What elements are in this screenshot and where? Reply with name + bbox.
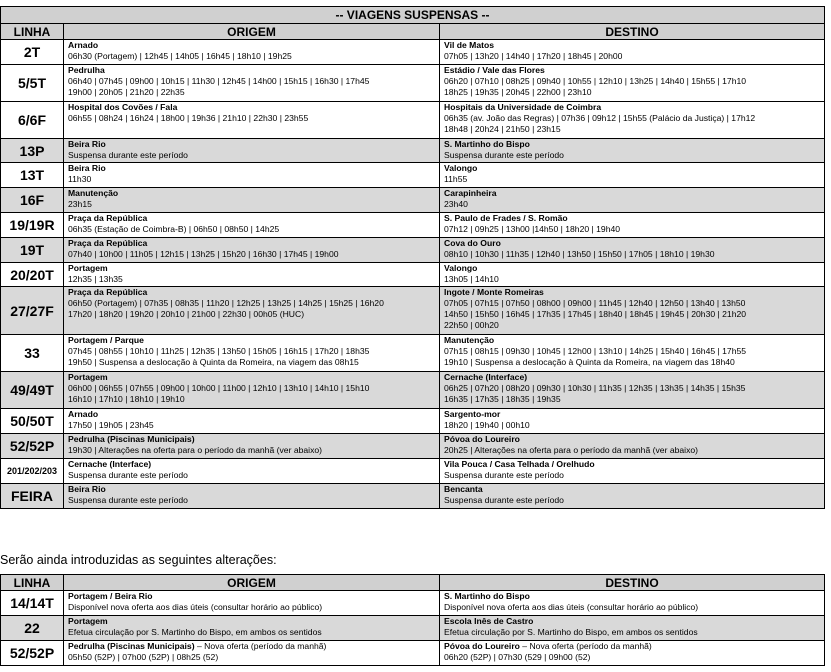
changes-caption: Serão ainda introduzidas as seguintes alterações: bbox=[0, 553, 277, 567]
destination-times: Efetua circulação por S. Martinho do Bispo, em ambos os sentidos bbox=[444, 627, 698, 637]
origin-times: 06h55 | 08h24 | 16h24 | 18h00 | 19h36 | 21h10 | 22h30 | 23h55 bbox=[68, 113, 309, 123]
destination-times: 07h12 | 09h25 | 13h00 |14h50 | 18h20 | 19h40 bbox=[444, 224, 621, 234]
destination-times: 07h05 | 13h20 | 14h40 | 17h20 | 18h45 | 20h00 bbox=[444, 51, 623, 61]
origin-stop bbox=[68, 434, 435, 445]
line-number: 6/6F bbox=[1, 102, 64, 139]
table-row bbox=[1, 409, 825, 434]
origin-cell bbox=[64, 591, 440, 616]
destination-times: Suspensa durante este período bbox=[444, 470, 564, 480]
line-number: 2T bbox=[1, 40, 64, 65]
destination-stop bbox=[444, 372, 820, 383]
changes-table bbox=[0, 574, 825, 666]
origin-times: Efetua circulação por S. Martinho do Bispo, em ambos os sentidos bbox=[68, 627, 322, 637]
destination-stop-name: Hospitais da Universidade de Coimbra bbox=[444, 102, 602, 112]
destination-times: 07h15 | 08h15 | 09h30 | 10h45 | 12h00 | 13h10 | 14h25 | 15h40 | 16h45 | 17h55 bbox=[444, 346, 747, 356]
origin-stop bbox=[68, 616, 435, 627]
destination-stop bbox=[444, 40, 820, 51]
origin-times: Suspensa durante este período bbox=[68, 470, 188, 480]
line-number: 201/202/203 bbox=[1, 459, 64, 484]
destination-cell bbox=[440, 139, 825, 163]
origin-cell bbox=[64, 484, 440, 509]
destination-times: 13h05 | 14h10 bbox=[444, 274, 499, 284]
table-row bbox=[1, 459, 825, 484]
destination-stop bbox=[444, 263, 820, 274]
destination-cell bbox=[440, 335, 825, 372]
origin-times: 07h45 | 08h55 | 10h10 | 11h25 | 12h35 | 13h50 | 15h05 | 16h15 | 17h20 | 18h35 bbox=[68, 346, 370, 356]
origin-stop-name: Arnado bbox=[68, 40, 99, 50]
origin-stop-name: Beira Rio bbox=[68, 484, 106, 494]
origin-stop bbox=[68, 459, 435, 470]
line-number: 19/19R bbox=[1, 213, 64, 238]
origin-times: 16h10 | 17h10 | 18h10 | 19h10 bbox=[68, 394, 185, 404]
origin-stop-name: Pedrulha bbox=[68, 65, 105, 75]
line-number: 52/52P bbox=[1, 434, 64, 459]
destination-times: 23h40 bbox=[444, 199, 468, 209]
destination-stop-name: Sargento-mor bbox=[444, 409, 501, 419]
destination-times: 20h25 | Alterações na oferta para o período da manhã (ver abaixo) bbox=[444, 445, 699, 455]
origin-stop-name: Portagem / Beira Rio bbox=[68, 591, 153, 601]
destination-stop bbox=[444, 188, 820, 199]
origin-stop-name: Pedrulha (Piscinas Municipais) bbox=[68, 641, 195, 651]
origin-cell bbox=[64, 163, 440, 188]
origin-times: 19h50 | Suspensa a deslocação à Quinta da Romeira, na viagem das 08h15 bbox=[68, 357, 359, 367]
header-linha: LINHA bbox=[1, 24, 64, 40]
line-number: 20/20T bbox=[1, 263, 64, 287]
destination-stop-name: Cova do Ouro bbox=[444, 238, 501, 248]
origin-times: Disponível nova oferta aos dias úteis (consultar horário ao público) bbox=[68, 602, 323, 612]
destination-cell bbox=[440, 188, 825, 213]
destination-stop bbox=[444, 213, 820, 224]
origin-cell bbox=[64, 459, 440, 484]
origin-stop-name: Pedrulha (Piscinas Municipais) bbox=[68, 434, 195, 444]
destination-cell bbox=[440, 434, 825, 459]
destination-stop-name: S. Martinho do Bispo bbox=[444, 139, 530, 149]
origin-stop-name: Portagem bbox=[68, 372, 108, 382]
line-number: 50/50T bbox=[1, 409, 64, 434]
destination-stop-name: Manutenção bbox=[444, 335, 495, 345]
origin-stop-name: Portagem / Parque bbox=[68, 335, 144, 345]
origin-times: 23h15 bbox=[68, 199, 92, 209]
destination-cell bbox=[440, 372, 825, 409]
origin-times: 17h20 | 18h20 | 19h20 | 20h10 | 21h00 | 22h30 | 00h05 (HUC) bbox=[68, 309, 305, 319]
destination-stop bbox=[444, 484, 820, 495]
destination-stop bbox=[444, 591, 820, 602]
destination-stop bbox=[444, 102, 820, 113]
table-row bbox=[1, 335, 825, 372]
origin-stop-name: Praça da República bbox=[68, 287, 148, 297]
origin-times: 06h40 | 07h45 | 09h00 | 10h15 | 11h30 | 12h45 | 14h00 | 15h15 | 16h30 | 17h45 bbox=[68, 76, 370, 86]
origin-stop bbox=[68, 641, 435, 652]
destination-times: 06h20 | 07h10 | 08h25 | 09h40 | 10h55 | 12h10 | 13h25 | 14h40 | 15h55 | 17h10 bbox=[444, 76, 747, 86]
header-destino: DESTINO bbox=[440, 24, 825, 40]
destination-times: Suspensa durante este período bbox=[444, 495, 564, 505]
destination-times: 22h50 | 00h20 bbox=[444, 320, 499, 330]
origin-stop bbox=[68, 484, 435, 495]
destination-times: 08h10 | 10h30 | 11h35 | 12h40 | 13h50 | 15h50 | 17h05 | 18h10 | 19h30 bbox=[444, 249, 715, 259]
origin-times: 06h50 (Portagem) | 07h35 | 08h35 | 11h20 | 12h25 | 13h25 | 14h25 | 15h25 | 16h20 bbox=[68, 298, 384, 308]
destination-times: 18h25 | 19h35 | 20h45 | 22h00 | 23h10 bbox=[444, 87, 592, 97]
origin-stop bbox=[68, 40, 435, 51]
destination-times: 19h10 | Suspensa a deslocação à Quinta da Romeira, na viagem das 18h40 bbox=[444, 357, 735, 367]
destination-times: 11h55 bbox=[444, 174, 468, 184]
origin-times: 07h40 | 10h00 | 11h05 | 12h15 | 13h25 | 15h20 | 16h30 | 17h45 | 19h00 bbox=[68, 249, 339, 259]
destination-times: 14h50 | 15h50 | 16h45 | 17h35 | 17h45 | 18h40 | 18h45 | 19h45 | 20h30 | 21h20 bbox=[444, 309, 747, 319]
line-number: 49/49T bbox=[1, 372, 64, 409]
origin-stop-name: Hospital dos Covões / Fala bbox=[68, 102, 178, 112]
origin-times: 06h00 | 06h55 | 07h55 | 09h00 | 10h00 | 11h00 | 12h10 | 13h10 | 14h10 | 15h10 bbox=[68, 383, 370, 393]
origin-cell bbox=[64, 139, 440, 163]
origin-times: 12h35 | 13h35 bbox=[68, 274, 123, 284]
origin-times: 06h35 (Estação de Coimbra-B) | 06h50 | 08h50 | 14h25 bbox=[68, 224, 280, 234]
destination-cell bbox=[440, 65, 825, 102]
origin-stop bbox=[68, 372, 435, 383]
origin-cell bbox=[64, 102, 440, 139]
table-title: -- VIAGENS SUSPENSAS -- bbox=[1, 7, 825, 24]
destination-times: Suspensa durante este período bbox=[444, 150, 564, 160]
line-number: 52/52P bbox=[1, 641, 64, 666]
table-row bbox=[1, 139, 825, 163]
origin-cell bbox=[64, 238, 440, 263]
table-row bbox=[1, 163, 825, 188]
destination-cell bbox=[440, 616, 825, 641]
line-number: 22 bbox=[1, 616, 64, 641]
origin-note: – Nova oferta (período da manhã) bbox=[194, 641, 327, 651]
origin-cell bbox=[64, 263, 440, 287]
destination-cell bbox=[440, 40, 825, 65]
line-number: 33 bbox=[1, 335, 64, 372]
suspended-trips-table bbox=[0, 6, 825, 509]
origin-times: 11h30 bbox=[68, 174, 92, 184]
origin-stop bbox=[68, 163, 435, 174]
origin-times: Suspensa durante este período bbox=[68, 495, 188, 505]
header-destino: DESTINO bbox=[440, 575, 825, 591]
origin-stop bbox=[68, 591, 435, 602]
destination-times: 18h48 | 20h24 | 21h50 | 23h15 bbox=[444, 124, 561, 134]
table-row bbox=[1, 102, 825, 139]
line-number: 5/5T bbox=[1, 65, 64, 102]
table-row bbox=[1, 484, 825, 509]
origin-stop bbox=[68, 139, 435, 150]
destination-cell bbox=[440, 591, 825, 616]
header-linha: LINHA bbox=[1, 575, 64, 591]
table-row bbox=[1, 591, 825, 616]
origin-cell bbox=[64, 434, 440, 459]
destination-times: 06h25 | 07h20 | 08h20 | 09h30 | 10h30 | 11h35 | 12h35 | 13h35 | 14h35 | 15h35 bbox=[444, 383, 746, 393]
origin-times: 06h30 (Portagem) | 12h45 | 14h05 | 16h45 | 18h10 | 19h25 bbox=[68, 51, 292, 61]
destination-times: 07h05 | 07h15 | 07h50 | 08h00 | 09h00 | 11h45 | 12h40 | 12h50 | 13h40 | 13h50 bbox=[444, 298, 746, 308]
destination-stop-name: Estádio / Vale das Flores bbox=[444, 65, 545, 75]
destination-stop-name: Cernache (Interface) bbox=[444, 372, 528, 382]
table-row bbox=[1, 641, 825, 666]
destination-note: – Nova oferta (período da manhã) bbox=[519, 641, 652, 651]
origin-stop-name: Beira Rio bbox=[68, 163, 106, 173]
destination-stop bbox=[444, 335, 820, 346]
line-number: 16F bbox=[1, 188, 64, 213]
table-row bbox=[1, 213, 825, 238]
destination-stop-name: Valongo bbox=[444, 263, 478, 273]
destination-stop bbox=[444, 641, 820, 652]
destination-stop-name: Carapinheira bbox=[444, 188, 497, 198]
origin-stop-name: Arnado bbox=[68, 409, 99, 419]
destination-stop-name: Ingote / Monte Romeiras bbox=[444, 287, 544, 297]
destination-cell bbox=[440, 641, 825, 666]
destination-stop bbox=[444, 459, 820, 470]
origin-cell bbox=[64, 287, 440, 335]
destination-stop bbox=[444, 287, 820, 298]
destination-stop-name: S. Martinho do Bispo bbox=[444, 591, 530, 601]
destination-cell bbox=[440, 287, 825, 335]
origin-stop bbox=[68, 409, 435, 420]
header-origem: ORIGEM bbox=[64, 24, 440, 40]
line-number: 13T bbox=[1, 163, 64, 188]
origin-stop-name: Praça da República bbox=[68, 213, 148, 223]
destination-stop bbox=[444, 163, 820, 174]
destination-stop-name: Vila Pouca / Casa Telhada / Orelhudo bbox=[444, 459, 595, 469]
origin-stop-name: Beira Rio bbox=[68, 139, 106, 149]
line-number: 27/27F bbox=[1, 287, 64, 335]
table-row bbox=[1, 65, 825, 102]
destination-stop bbox=[444, 616, 820, 627]
destination-times: Disponível nova oferta aos dias úteis (consultar horário ao público) bbox=[444, 602, 699, 612]
origin-cell bbox=[64, 40, 440, 65]
table-row bbox=[1, 263, 825, 287]
destination-times: 06h35 (av. João das Regras) | 07h36 | 09h12 | 15h55 (Palácio da Justiça) | 17h12 bbox=[444, 113, 756, 123]
table-row bbox=[1, 434, 825, 459]
destination-stop bbox=[444, 434, 820, 445]
origin-stop bbox=[68, 213, 435, 224]
origin-stop bbox=[68, 335, 435, 346]
changes-body bbox=[1, 591, 825, 666]
destination-cell bbox=[440, 238, 825, 263]
origin-times: 19h00 | 20h05 | 21h20 | 22h35 bbox=[68, 87, 185, 97]
origin-stop bbox=[68, 263, 435, 274]
destination-stop bbox=[444, 238, 820, 249]
origin-stop bbox=[68, 287, 435, 298]
origin-stop bbox=[68, 65, 435, 76]
destination-cell bbox=[440, 213, 825, 238]
destination-stop-name: Valongo bbox=[444, 163, 478, 173]
origin-stop bbox=[68, 188, 435, 199]
destination-cell bbox=[440, 484, 825, 509]
line-number: FEIRA bbox=[1, 484, 64, 509]
origin-stop-name: Portagem bbox=[68, 263, 108, 273]
destination-cell bbox=[440, 163, 825, 188]
destination-times: 06h20 (52P) | 07h30 (529 | 09h00 (52) bbox=[444, 652, 591, 662]
table-row bbox=[1, 616, 825, 641]
table-row bbox=[1, 287, 825, 335]
destination-stop bbox=[444, 139, 820, 150]
origin-cell bbox=[64, 372, 440, 409]
origin-cell bbox=[64, 213, 440, 238]
destination-stop-name: Bencanta bbox=[444, 484, 483, 494]
destination-stop-name: Vil de Matos bbox=[444, 40, 494, 50]
origin-cell bbox=[64, 65, 440, 102]
origin-times: 19h30 | Alterações na oferta para o período da manhã (ver abaixo) bbox=[68, 445, 323, 455]
origin-cell bbox=[64, 188, 440, 213]
origin-stop-name: Praça da República bbox=[68, 238, 148, 248]
destination-times: 16h35 | 17h35 | 18h35 | 19h35 bbox=[444, 394, 561, 404]
origin-times: Suspensa durante este período bbox=[68, 150, 188, 160]
destination-times: 18h20 | 19h40 | 00h10 bbox=[444, 420, 530, 430]
table-row bbox=[1, 372, 825, 409]
origin-cell bbox=[64, 641, 440, 666]
origin-stop bbox=[68, 238, 435, 249]
origin-stop-name: Cernache (Interface) bbox=[68, 459, 152, 469]
origin-cell bbox=[64, 409, 440, 434]
table-row bbox=[1, 40, 825, 65]
origin-stop bbox=[68, 102, 435, 113]
origin-cell bbox=[64, 335, 440, 372]
table-row bbox=[1, 238, 825, 263]
destination-stop-name: Póvoa do Loureiro bbox=[444, 641, 520, 651]
line-number: 14/14T bbox=[1, 591, 64, 616]
destination-cell bbox=[440, 263, 825, 287]
origin-times: 05h50 (52P) | 07h00 (52P) | 08h25 (52) bbox=[68, 652, 219, 662]
line-number: 19T bbox=[1, 238, 64, 263]
destination-stop-name: Póvoa do Loureiro bbox=[444, 434, 520, 444]
origin-stop-name: Manutenção bbox=[68, 188, 119, 198]
destination-stop-name: S. Paulo de Frades / S. Romão bbox=[444, 213, 568, 223]
line-number: 13P bbox=[1, 139, 64, 163]
destination-stop bbox=[444, 409, 820, 420]
origin-times: 17h50 | 19h05 | 23h45 bbox=[68, 420, 154, 430]
destination-cell bbox=[440, 409, 825, 434]
suspended-trips-body bbox=[1, 40, 825, 509]
destination-cell bbox=[440, 102, 825, 139]
header-origem: ORIGEM bbox=[64, 575, 440, 591]
table-row bbox=[1, 188, 825, 213]
destination-cell bbox=[440, 459, 825, 484]
origin-stop-name: Portagem bbox=[68, 616, 108, 626]
destination-stop-name: Escola Inês de Castro bbox=[444, 616, 534, 626]
origin-cell bbox=[64, 616, 440, 641]
destination-stop bbox=[444, 65, 820, 76]
